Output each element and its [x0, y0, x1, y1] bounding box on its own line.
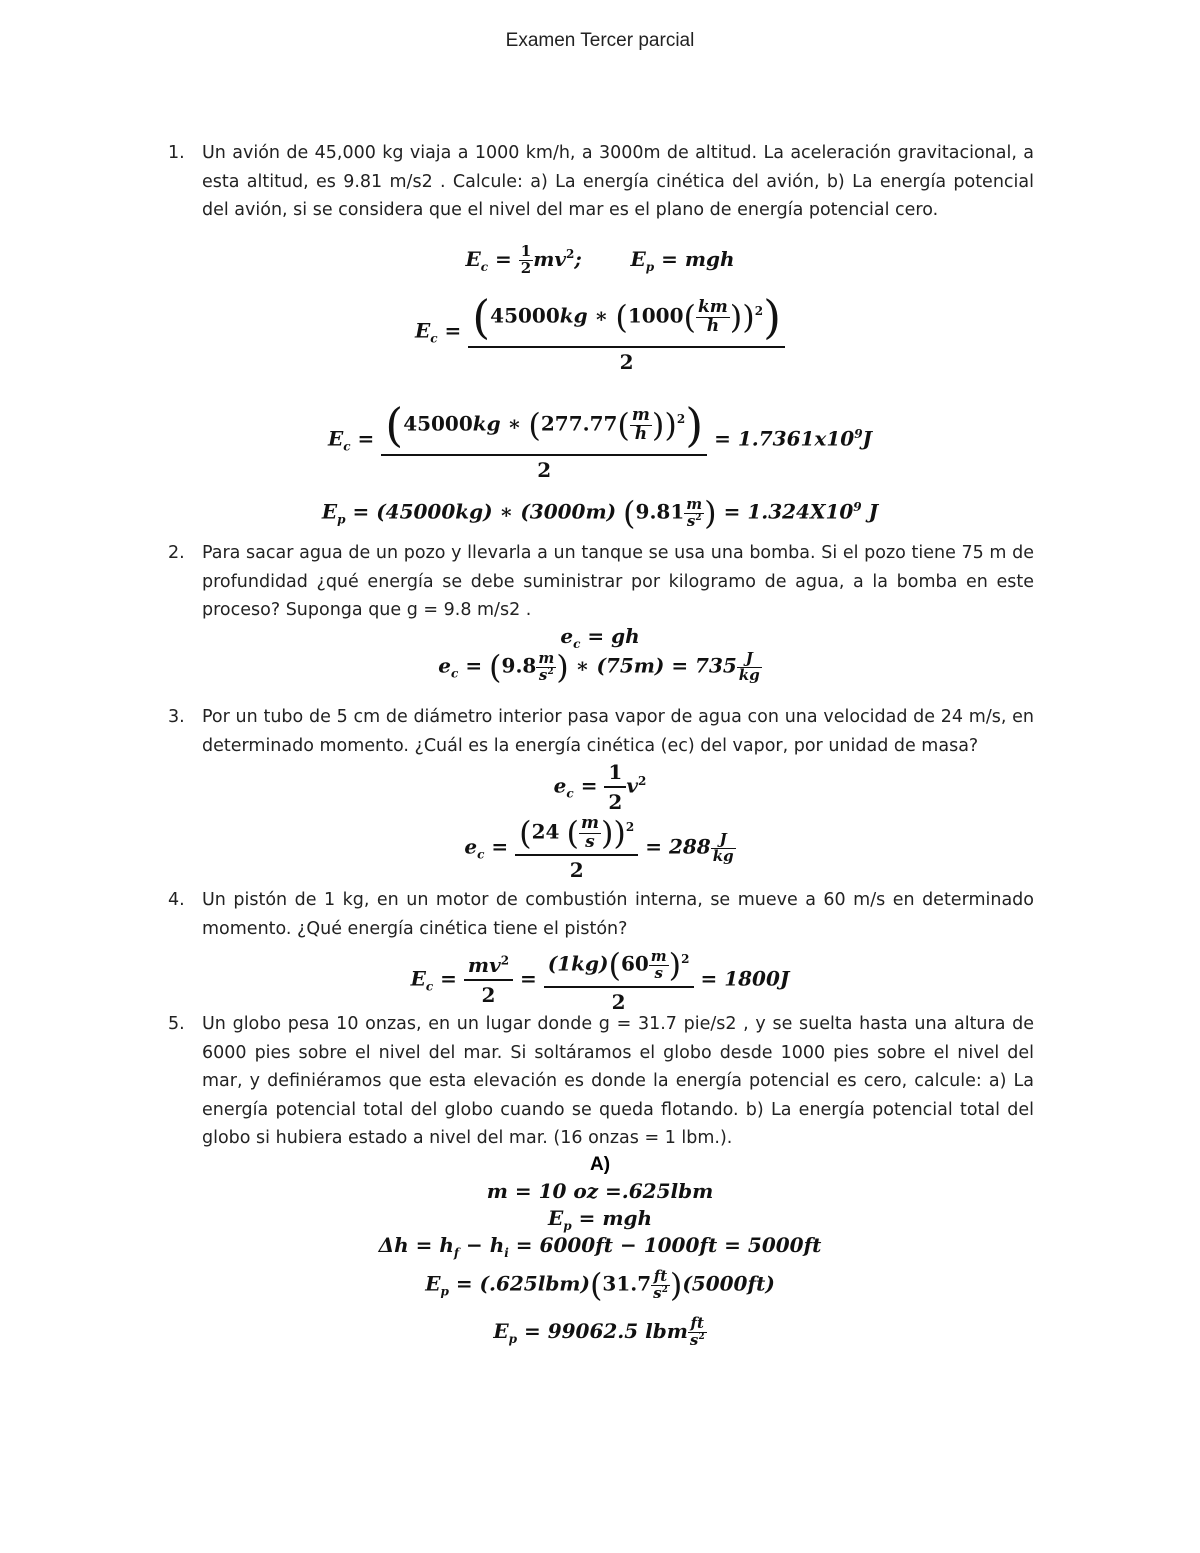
problem-4 — [168, 886, 1034, 943]
equation-p5-ep-formula: $E_p$ = mgh — [547, 1206, 653, 1233]
equation-p1-ec-b: $E_c$ = (45000kg ∗ (277.77( $\frac{m}{h}$ ))$^2$) 2 = $1.7361x10^9J$ — [327, 398, 873, 482]
equation-p3-b: $e_c$ = (24 ( $\frac{m}{s}$ ))$^2$ 2 = 288 $\frac{J}{kg}$ — [464, 812, 734, 882]
part-a-label: A) — [589, 1154, 611, 1175]
equation-p5-ep-substituted: $E_p = (.625lbm)(31.7$ $\frac{ft}{s^2}$ )(5000ft) — [425, 1266, 775, 1304]
page-title: Examen Tercer parcial — [505, 30, 695, 51]
equation-p2-a: $e_c$ = gh — [560, 624, 640, 651]
problem-2 — [168, 539, 1034, 625]
equation-p3-a: $e_c$ = $\frac{1}{2}$ $v^2$ — [553, 760, 647, 814]
problem-number: 3. — [168, 707, 185, 727]
equation-p2-b: $e_c = (9.8$ $\frac{m}{s^2}$ ) ∗ (75m) = 735 $\frac{J}{kg}$ — [438, 648, 760, 686]
problem-text: Un pistón de 1 kg, en un motor de combustión interna, se mueve a 60 m/s en determinado momento. ¿Qué energía cinética tiene el pistón? — [202, 890, 1034, 939]
problem-text: Para sacar agua de un pozo y llevarla a un tanque se usa una bomba. Si el pozo tiene 75 m de profundidad ¿qué energía se debe suministrar por kilogramo de agua, a la bomba en este proceso? Suponga que g = 9.8 m/s2 . — [202, 543, 1034, 620]
problem-3 — [168, 703, 1034, 760]
equation-p5-ep-result: $E_p = 99062.5$ lbm $\frac{ft}{s^2}$ — [493, 1314, 705, 1349]
problem-number: 1. — [168, 143, 185, 163]
problem-text: Por un tubo de 5 cm de diámetro interior pasa vapor de agua con una velocidad de 24 m/s, en determinado momento. ¿Cuál es la energía cinética (ec) del vapor, por unidad de masa? — [202, 707, 1034, 756]
problem-5 — [168, 1010, 1034, 1153]
equation-p5-mass: m = 10 oz =.625lbm — [486, 1179, 714, 1203]
problem-number: 2. — [168, 543, 185, 563]
equation-p5-delta-h: $\Delta h = h_f - h_i = 6000ft - 1000ft = 5000ft$ — [378, 1233, 822, 1260]
problem-text: Un avión de 45,000 kg viaja a 1000 km/h, a 3000m de altitud. La aceleración gravitacional, a esta altitud, es 9.81 m/s2 . Calcule: a) La energía cinética del avión, b) La energía potencial del avión, si se considera que el nivel del mar es el plano de energía potencial cero. — [202, 143, 1034, 220]
equation-p1-formulas: $E_c$ = $\frac{1}{2}$ $mv^2$; $E_p$ = mgh — [465, 242, 735, 277]
problem-number: 4. — [168, 890, 185, 910]
equation-p4: $E_c$ = $\frac{mv^2}{2}$ = (1kg)(60 $\frac{m}{s}$ )$^2$ 2 = 1800J — [410, 946, 790, 1014]
problem-1 — [168, 139, 1034, 225]
equation-p1-ep: $E_p = (45000kg)$ ∗ (3000m) (9.81 $\frac{m}{s^2}$ ) = $1.324X10^9$ J — [321, 494, 879, 532]
problem-text: Un globo pesa 10 onzas, en un lugar donde g = 31.7 pie/s2 , y se suelta hasta una altura de 6000 pies sobre el nivel del mar. Si soltáramos el globo desde 1000 pies sobre el nivel del mar, y definiéramos que esta elevación es donde la energía potencial es cero, calcule: a) La energía potencial total del globo cuando se queda flotando. b) La energía potencial total del globo si hubiera estado a nivel del mar. (16 onzas = 1 lbm.). — [202, 1014, 1034, 1148]
equation-p1-ec-a: $E_c$ = (45000kg ∗ (1000( $\frac{km}{h}$ ))$^2$) 2 — [0, 290, 1200, 374]
problem-number: 5. — [168, 1014, 185, 1034]
